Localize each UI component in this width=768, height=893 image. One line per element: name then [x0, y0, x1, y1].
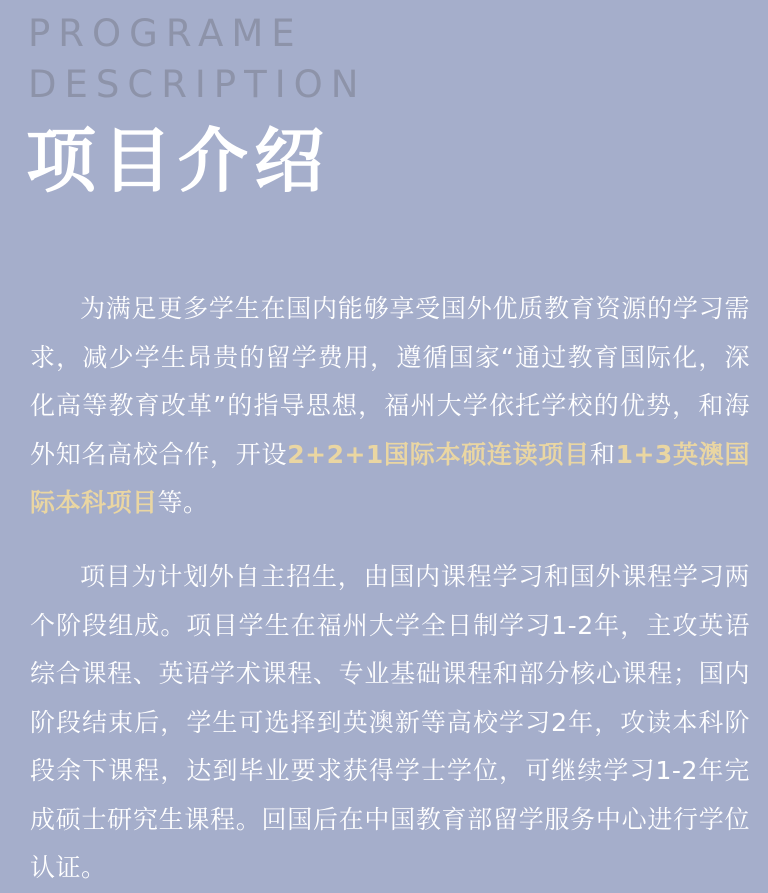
intro-text-middle: 和 — [589, 439, 616, 469]
program-highlight-1-3: 1+3英澳国际本科项目 — [30, 439, 750, 517]
structure-paragraph: 项目为计划外自主招生，由国内课程学习和国外课程学习两个阶段组成。项目学生在福州大学全日制学习1-2年，主攻英语综合课程、英语学术课程、专业基础课程和部分核心课程；国内阶段结束后，学生可选择到英澳新等高校学习2年，攻读本科阶段余下课程，达到毕业要求获得学士学位，可继续学习1-2年完成硕士研究生课程。回国后在中国教育部留学服务中心进行学位认证。 — [30, 562, 750, 882]
section-eyebrow-line1: PROGRAME — [28, 12, 303, 55]
program-highlight-2-2-1: 2+2+1国际本硕连读项目 — [287, 439, 590, 469]
intro-text-after: 等。 — [157, 488, 209, 517]
intro-paragraph — [30, 285, 750, 528]
intro-text-before: 为满足更多学生在国内能够享受国外优质教育资源的学习需求，减少学生昂贵的留学费用，遵循国家“通过教育国际化，深化高等教育改革”的指导思想，福州大学依托学校的优势，和海外知名高校合作，开设 — [30, 294, 750, 469]
section-eyebrow-line2: DESCRIPTION — [28, 63, 367, 106]
page-title: 项目介绍 — [26, 120, 330, 202]
